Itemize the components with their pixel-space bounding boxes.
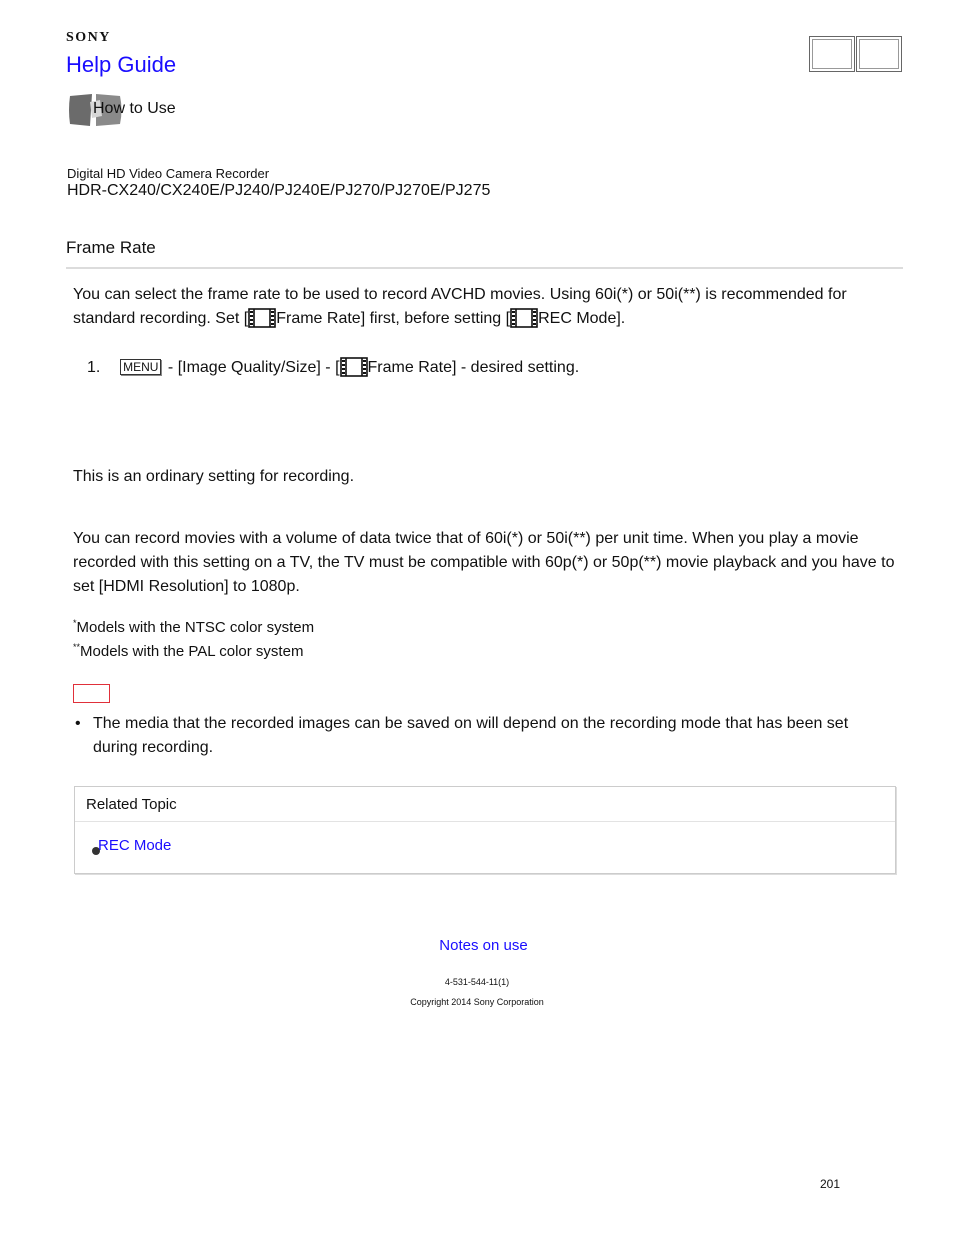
movie-icon	[248, 308, 276, 328]
notes-list	[73, 712, 893, 760]
footer-notes	[0, 937, 954, 954]
title-divider	[66, 267, 903, 269]
footnote-pal: **Models with the PAL color system	[73, 642, 304, 660]
next-page-button[interactable]	[856, 36, 902, 72]
product-type: Digital HD Video Camera Recorder	[67, 166, 270, 181]
note-badge	[73, 684, 110, 703]
step-1: 1. MENU - [Image Quality/Size] - [ Frame Rate] - desired setting.	[87, 359, 580, 376]
prev-page-button[interactable]	[809, 36, 855, 72]
related-topic-heading: Related Topic	[75, 787, 895, 822]
copyright: Copyright 2014 Sony Corporation	[410, 997, 544, 1007]
movie-icon	[340, 357, 368, 377]
footnote-ntsc: *Models with the NTSC color system	[73, 618, 315, 636]
page-number: 201	[820, 1177, 841, 1191]
option-standard-description: This is an ordinary setting for recording.	[73, 468, 355, 485]
sony-logo: SONY	[66, 30, 111, 45]
movie-icon	[510, 308, 538, 328]
related-topic-box	[74, 786, 896, 874]
doc-code: 4-531-544-11(1)	[444, 977, 510, 987]
help-guide-link[interactable]: Help Guide	[66, 52, 177, 77]
section-label: How to Use	[93, 100, 176, 117]
page-title: Frame Rate	[66, 238, 156, 257]
notes-on-use-link[interactable]: Notes on use	[439, 937, 528, 954]
list-item: • The media that the recorded images can be saved on will depend on the recording mode that has been set during recording.	[73, 712, 893, 760]
related-link-rec-mode[interactable]: REC Mode	[98, 837, 172, 854]
option-progressive-description: You can record movies with a volume of data twice that of 60i(*) or 50i(**) per unit time. When you play a movie recorded with this setting on a TV, the TV must be compatible with 60p(*) or 50p(**) movie playback and you have to set [HDMI Resolution] to 1080p.	[73, 530, 895, 595]
model-list: HDR-CX240/CX240E/PJ240/PJ240E/PJ270/PJ270E/PJ275	[67, 182, 491, 199]
intro-paragraph: You can select the frame rate to be used to record AVCHD movies. Using 60i(*) or 50i(**) is recommended for standard recording. Set [ Frame Rate] first, before setting [ REC Mode].	[73, 286, 847, 327]
menu-key-icon: MENU	[120, 359, 161, 375]
